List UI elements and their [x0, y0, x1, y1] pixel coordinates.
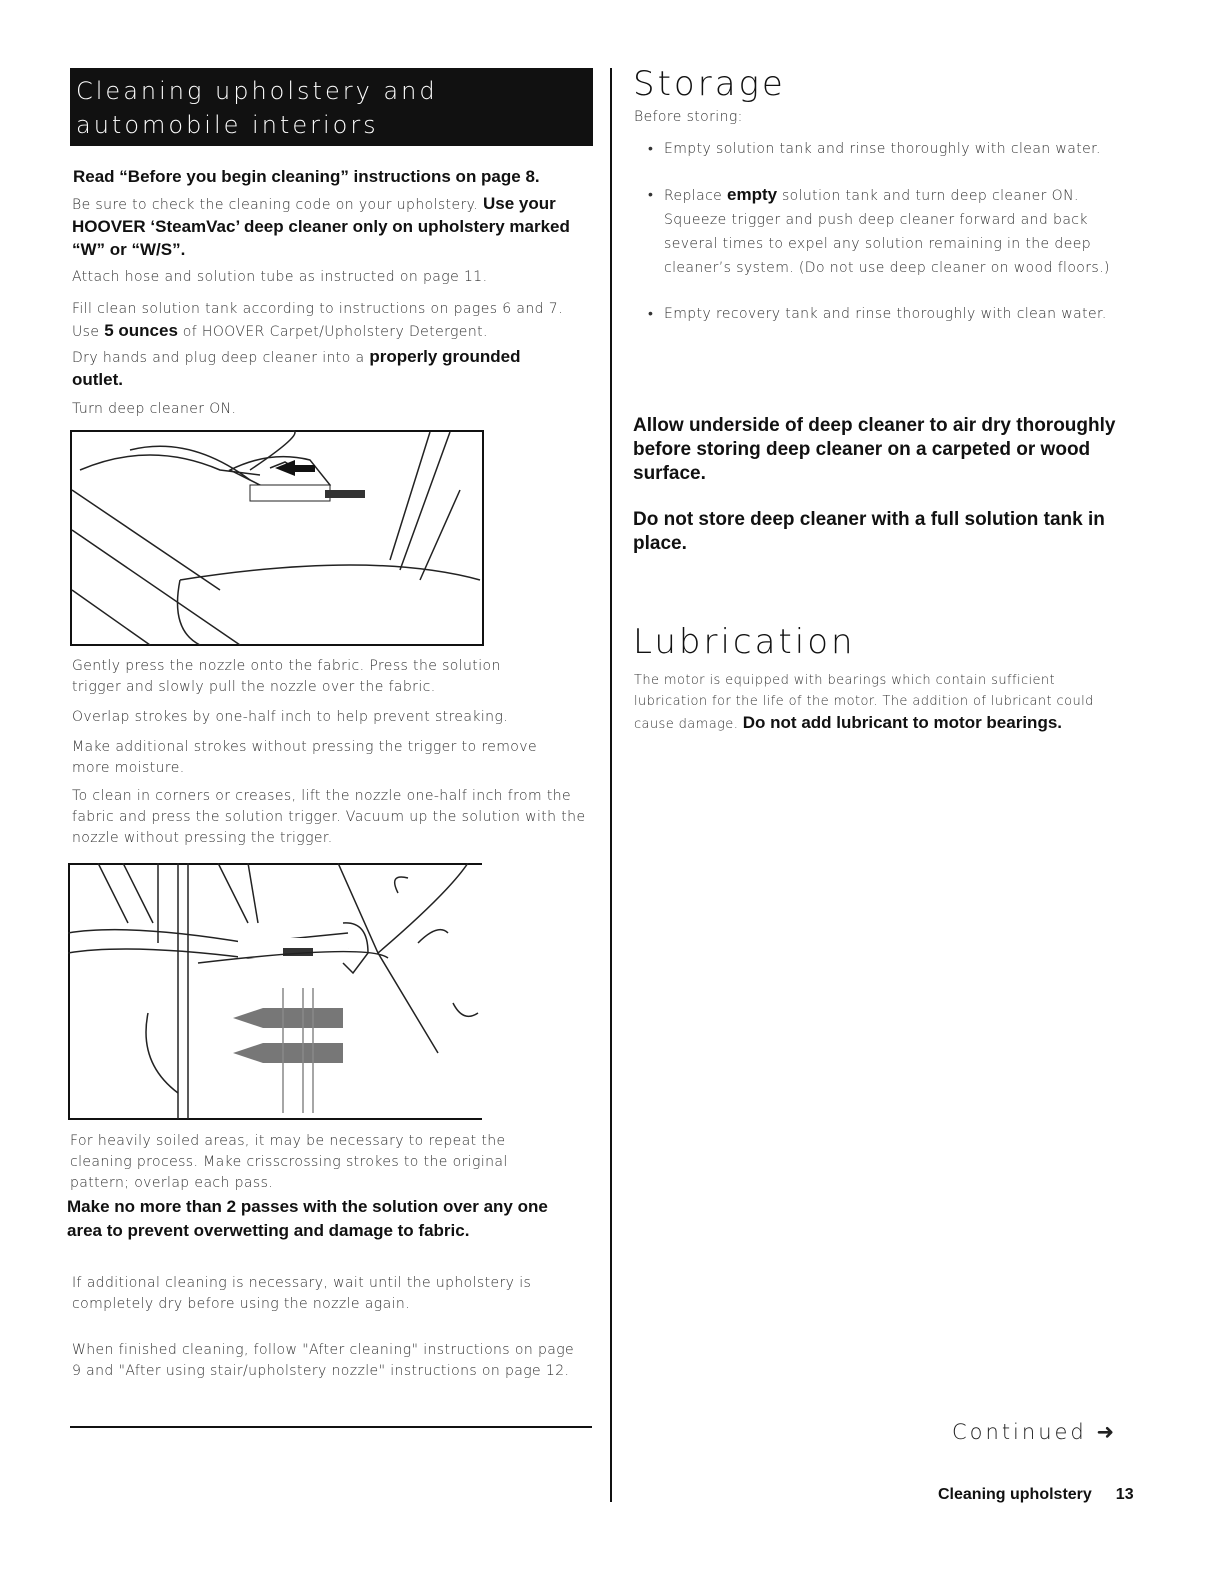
- turn-on-paragraph: Turn deep cleaner ON.: [72, 401, 237, 417]
- corners-paragraph: To clean in corners or creases, lift the nozzle one-half inch from the fabric and press the solution trigger. Vacuum up the solution with the nozzle without pressing the trigger.: [72, 788, 586, 846]
- heavily-soiled-paragraph: For heavily soiled areas, it may be necessary to repeat the cleaning process. Make crisscrossing strokes to the original pattern; overlap each pass.: [70, 1133, 508, 1191]
- additional-cleaning-paragraph: If additional cleaning is necessary, wait until the upholstery is completely dry before using the nozzle again.: [72, 1275, 532, 1312]
- text: solution tank and turn deep cleaner ON. Squeeze trigger and push deep cleaner forward and back several times to expel any solution remaining in the deep cleaner’s system. (Do not use deep cleaner on wood floors.): [664, 188, 1110, 276]
- arrow-right-icon: ➜: [1096, 1420, 1118, 1444]
- fill-paragraph: [72, 299, 592, 343]
- lubrication-heading: Lubrication: [633, 622, 856, 662]
- overlap-paragraph: Overlap strokes by one-half inch to help prevent streaking.: [72, 709, 509, 725]
- bold-text: 5 ounces: [104, 321, 178, 340]
- attach-paragraph: Attach hose and solution tube as instructed on page 11.: [72, 269, 488, 285]
- bold-text: Do not add lubricant to motor bearings.: [742, 713, 1063, 732]
- bold-text: properly grounded outlet.: [72, 347, 521, 389]
- header-line1: Cleaning upholstery and: [76, 77, 438, 105]
- overwetting-warning: Make no more than 2 passes with the solution over any one area to prevent overwetting and damage to fabric.: [67, 1197, 548, 1240]
- section-header: [70, 68, 593, 146]
- gently-press-paragraph: Gently press the nozzle onto the fabric. Press the solution trigger and slowly pull the nozzle over the fabric.: [72, 658, 501, 695]
- read-first-note: Read “Before you begin cleaning” instructions on page 8.: [73, 167, 540, 186]
- storage-heading: Storage: [633, 64, 786, 104]
- additional-strokes-paragraph: Make additional strokes without pressing the trigger to remove more moisture.: [72, 739, 537, 776]
- storage-bullet: [634, 302, 1134, 326]
- cleaning-code-paragraph: [72, 193, 592, 262]
- storage-bullets: [634, 137, 1134, 326]
- bold-text: empty: [727, 185, 778, 204]
- text: Continued: [952, 1420, 1087, 1444]
- text: Empty solution tank and rinse thoroughly with clean water.: [664, 141, 1101, 157]
- full-tank-warning: Do not store deep cleaner with a full solution tank in place.: [633, 509, 1105, 554]
- column-divider: [610, 68, 612, 1502]
- text: The motor is equipped with bearings which contain sufficient lubrication for the life of the motor. The addition of lubricant could cause damage.: [634, 673, 1094, 732]
- text: of HOOVER Carpet/Upholstery Detergent.: [177, 324, 488, 340]
- lubrication-paragraph: [634, 670, 1124, 735]
- storage-bullet: [634, 183, 1134, 280]
- air-dry-warning: Allow underside of deep cleaner to air dry thoroughly before storing deep cleaner on a carpeted or wood surface.: [633, 415, 1116, 484]
- continued-label: [952, 1420, 1117, 1444]
- text: Be sure to check the cleaning code on your upholstery.: [72, 197, 479, 213]
- header-line2: automobile interiors: [76, 111, 379, 139]
- footer-section-name: Cleaning upholstery: [938, 1486, 1092, 1503]
- text: Replace: [664, 188, 728, 204]
- page-number: 13: [1115, 1486, 1134, 1503]
- storage-bullet: [634, 137, 1134, 161]
- text: Dry hands and plug deep cleaner into a: [72, 350, 370, 366]
- page-footer: [938, 1486, 1134, 1504]
- bottom-rule: [70, 1426, 592, 1428]
- crisscross-illustration: [68, 863, 482, 1121]
- before-storing-label: Before storing:: [634, 109, 743, 125]
- bold-text: Use your HOOVER ‘SteamVac’ deep cleaner only on upholstery marked “W” or “W/S”.: [72, 194, 570, 259]
- dry-hands-paragraph: [72, 346, 572, 392]
- text: Fill clean solution tank according to instructions on pages 6 and 7. Use: [72, 301, 563, 340]
- text: Empty recovery tank and rinse thoroughly with clean water.: [664, 306, 1107, 322]
- nozzle-illustration: [70, 430, 484, 646]
- when-finished-paragraph: When finished cleaning, follow "After cleaning" instructions on page 9 and "After using stair/upholstery nozzle" instructions on page 12.: [72, 1342, 575, 1379]
